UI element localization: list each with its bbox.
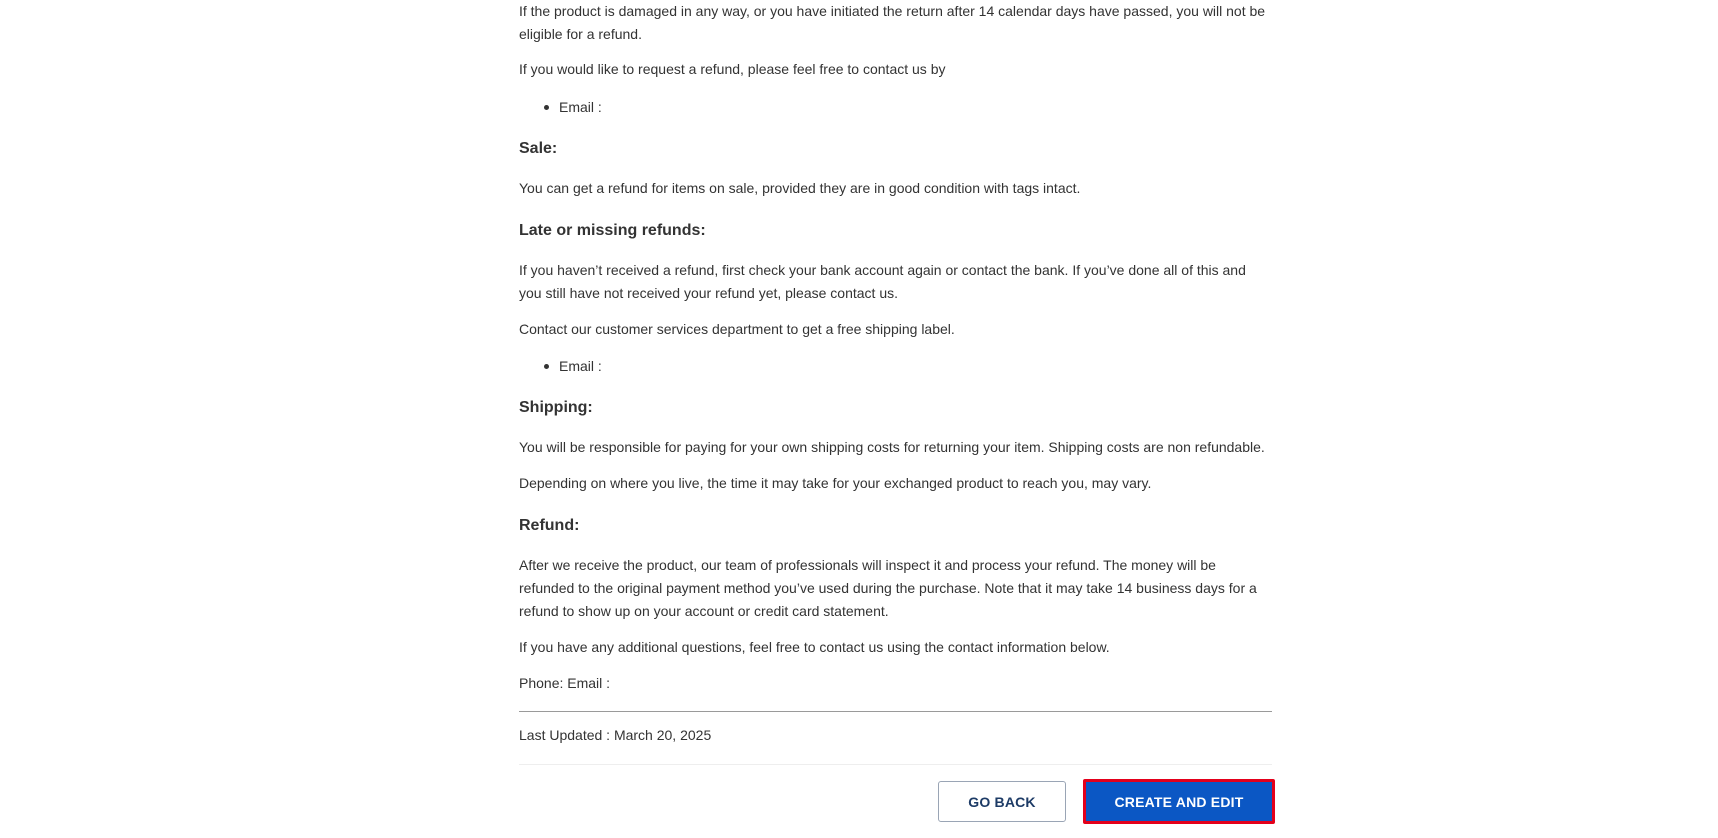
sale-paragraph: You can get a refund for items on sale, provided they are in good condition with tags intact. xyxy=(519,180,1081,196)
shipping-costs-paragraph: You will be responsible for paying for your own shipping costs for returning your item. Shipping costs are non refundable. xyxy=(519,439,1265,455)
footer-divider xyxy=(519,764,1272,765)
questions-paragraph: If you have any additional questions, feel free to contact us using the contact information below. xyxy=(519,639,1110,655)
shipping-heading: Shipping: xyxy=(519,399,593,416)
shipping-time-paragraph: Depending on where you live, the time it may take for your exchanged product to reach you, may vary. xyxy=(519,475,1152,491)
late-refunds-paragraph: If you haven’t received a refund, first check your bank account again or contact the bank. If you’ve done all of this and you still have not received your refund yet, please contact us. xyxy=(519,262,1246,301)
request-refund-paragraph: If you would like to request a refund, please feel free to contact us by xyxy=(519,61,946,77)
divider xyxy=(519,711,1272,712)
last-updated: Last Updated : March 20, 2025 xyxy=(519,727,712,743)
late-refunds-heading: Late or missing refunds: xyxy=(519,222,706,239)
sale-heading: Sale: xyxy=(519,140,558,157)
list-item-email: Email : xyxy=(559,358,602,374)
refund-paragraph: After we receive the product, our team of professionals will inspect it and process your refund. The money will be refunded to the original payment method you’ve used during the purchase. Note that it may take 14 business days for a refund to show up on your account or credit card statement. xyxy=(519,557,1257,619)
go-back-button[interactable]: GO BACK xyxy=(938,781,1066,822)
contact-line: Phone: Email : xyxy=(519,675,611,691)
refund-heading: Refund: xyxy=(519,517,580,534)
list-item-email: Email : xyxy=(559,99,602,115)
shipping-label-paragraph: Contact our customer services department to get a free shipping label. xyxy=(519,321,955,337)
intro-paragraph: If the product is damaged in any way, or you have initiated the return after 14 calendar days have passed, you will not be eligible for a refund. xyxy=(519,3,1266,42)
create-and-edit-button[interactable]: CREATE AND EDIT xyxy=(1083,779,1275,824)
